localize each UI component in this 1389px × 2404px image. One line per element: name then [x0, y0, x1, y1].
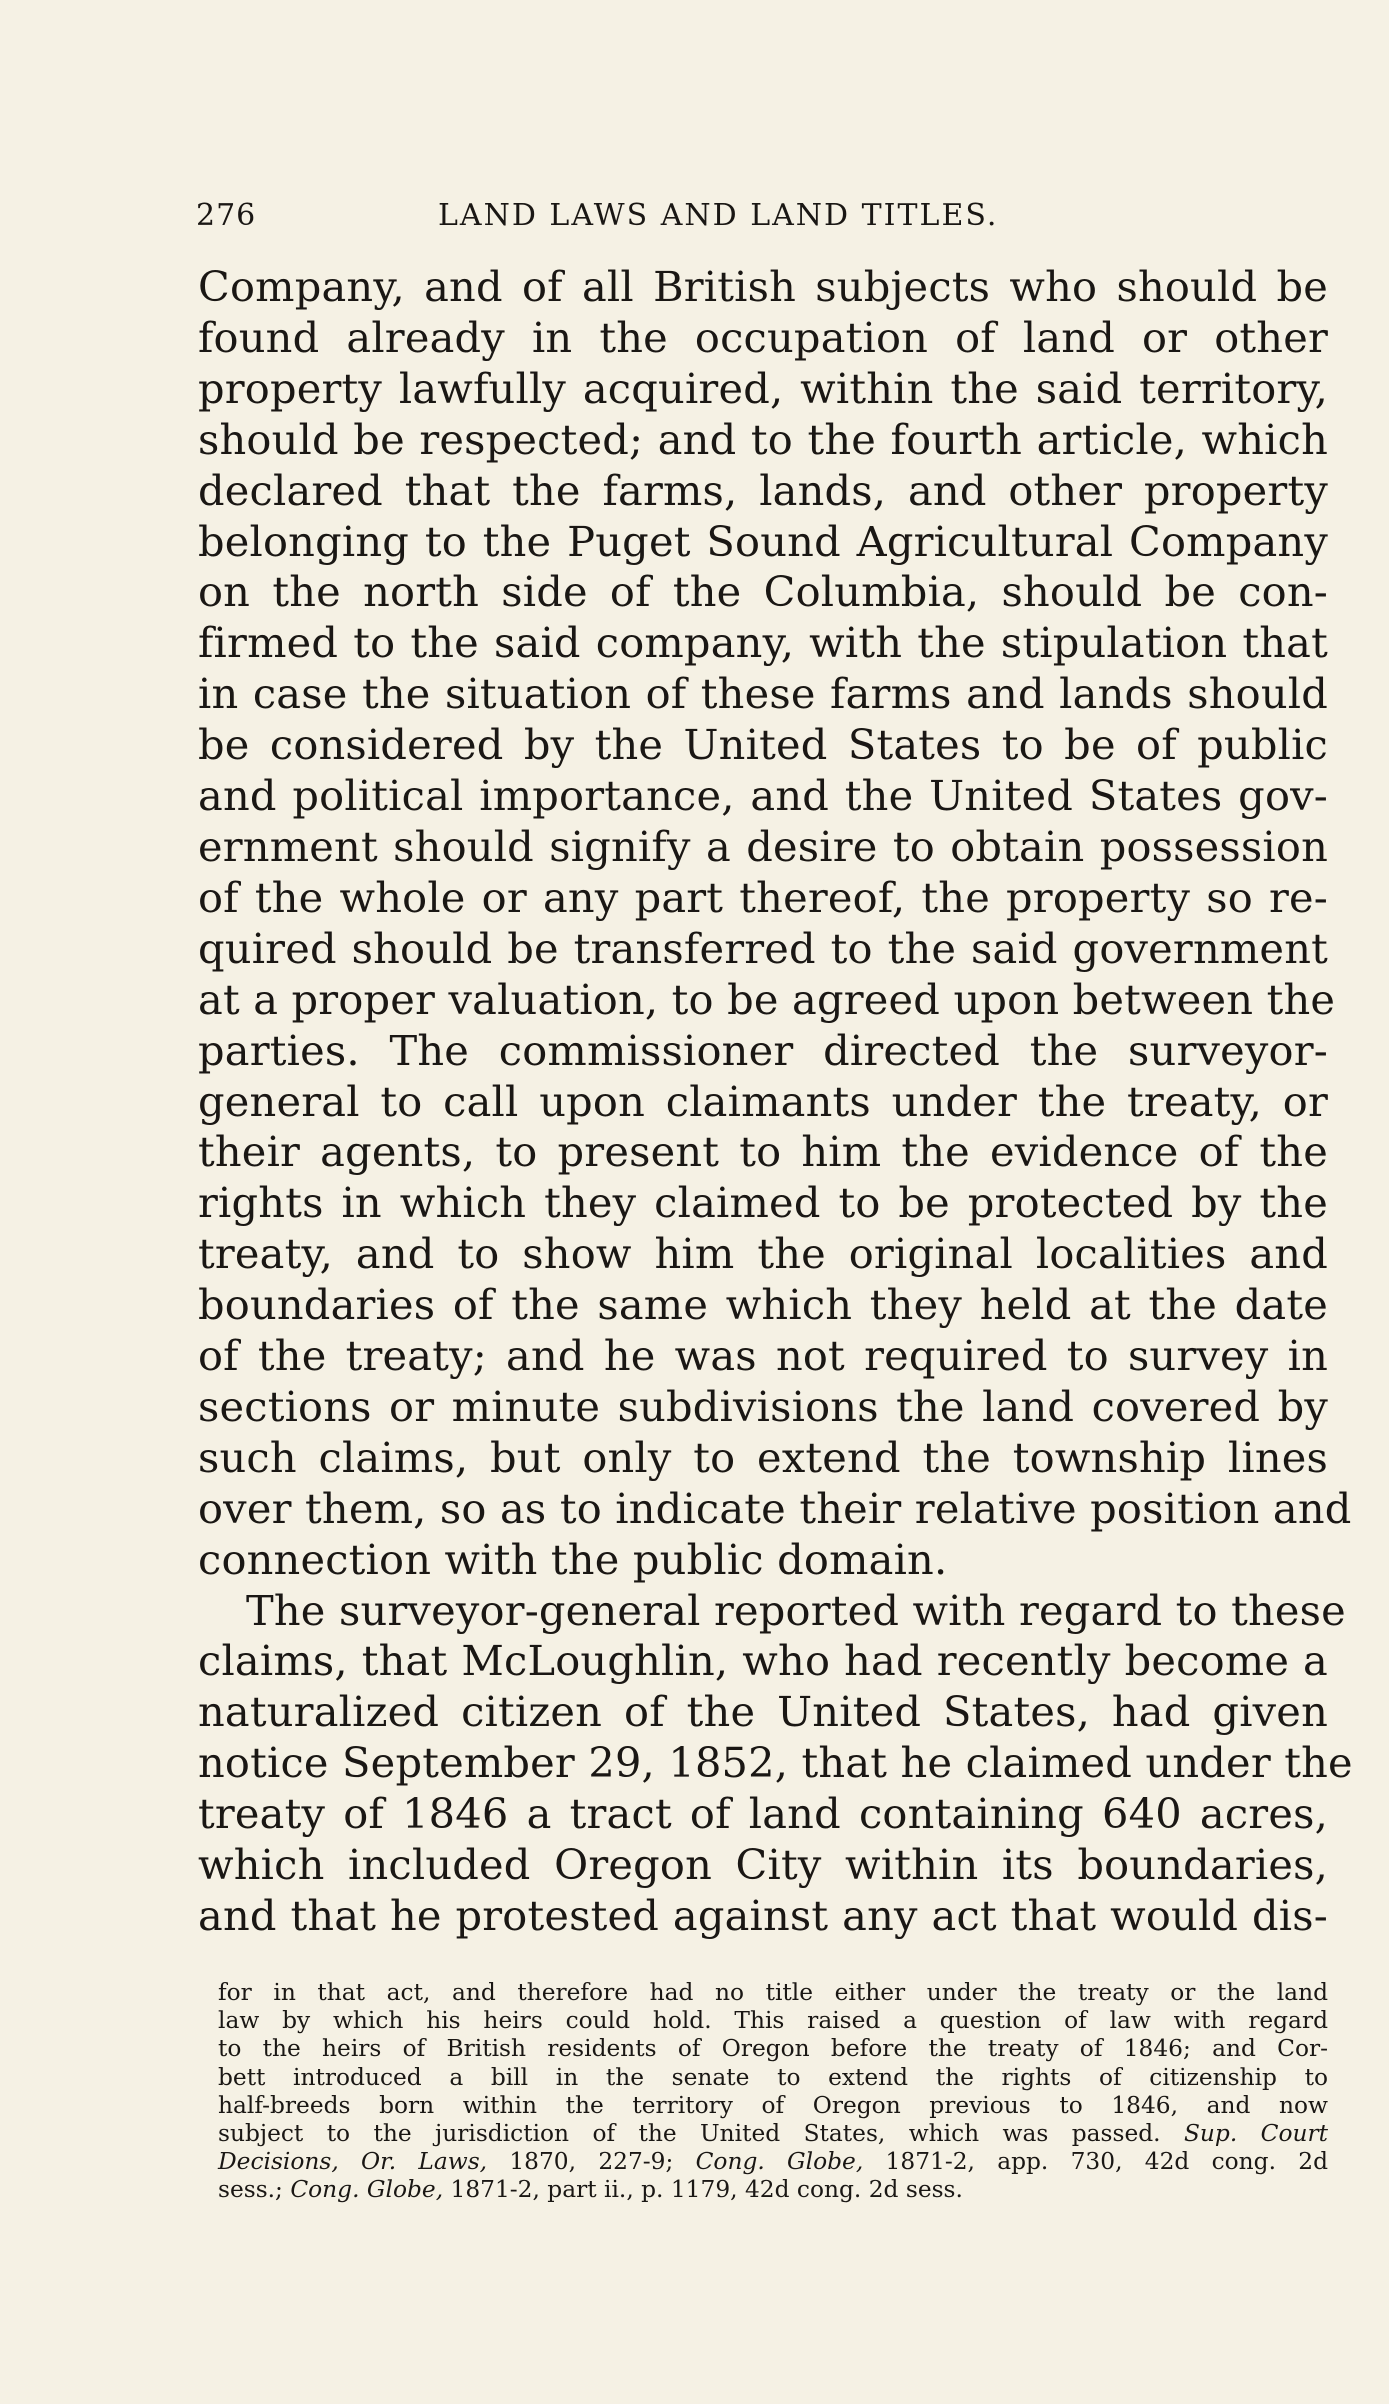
text-line: notice September 29, 1852, that he claimed under the [198, 1738, 1353, 1788]
footnote-citation: Decisions, Or. Laws, [218, 2148, 488, 2176]
text-line: belonging to the Puget Sound Agricultural Company [198, 516, 1328, 566]
text-line: The surveyor-general reported with regard to these [246, 1585, 1346, 1635]
text-line: at a proper valuation, to be agreed upon between the [198, 974, 1336, 1024]
text-line: sections or minute subdivisions the land covered by [198, 1381, 1328, 1431]
footnote-citation: Cong. Globe, [695, 2148, 864, 2176]
footnote-line [218, 2120, 1328, 2148]
text-line: of the treaty; and he was not required to survey in [198, 1331, 1328, 1381]
text-line: firmed to the said company, with the stipulation that [198, 618, 1328, 668]
text-line: be considered by the United States to be of public [198, 720, 1328, 770]
text-line: treaty, and to show him the original localities and [198, 1229, 1328, 1279]
text-line: found already in the occupation of land or other [198, 312, 1328, 362]
footnote-line: law by which his heirs could hold. This raised a question of law with regard [218, 2007, 1328, 2035]
footnote-citation: Cong. Globe, [290, 2176, 444, 2204]
footnote-text: subject to the jurisdiction of the United States, which was passed. [218, 2120, 1161, 2148]
text-line: on the north side of the Columbia, should be con- [198, 567, 1328, 617]
footnote-text: sess.; [218, 2176, 283, 2204]
text-line: of the whole or any part thereof, the property so re- [198, 872, 1328, 922]
text-line: their agents, to present to him the evidence of the [198, 1127, 1328, 1177]
footnote-citation: Sup. Court [1183, 2120, 1329, 2148]
text-line: and that he protested against any act that would dis- [198, 1891, 1328, 1940]
footnote-line: half-breeds born within the territory of Oregon previous to 1846, and now [218, 2091, 1328, 2119]
text-line: parties. The commissioner directed the surveyor- [198, 1025, 1328, 1075]
footnote-text: 1871-2, app. 730, 42d cong. 2d [885, 2148, 1328, 2176]
footnote-line: for in that act, and therefore had no title either under the treaty or the land [218, 1979, 1328, 2006]
footnote-line: bett introduced a bill in the senate to extend the rights of citizenship to [218, 2063, 1328, 2091]
text-line: over them, so as to indicate their relative position and [198, 1483, 1352, 1533]
footnote-line: to the heirs of British residents of Oregon before the treaty of 1846; and Cor- [218, 2035, 1328, 2063]
text-line: such claims, but only to extend the township lines [198, 1432, 1328, 1482]
text-line: property lawfully acquired, within the said territory, [198, 363, 1328, 413]
footnote-line [218, 2176, 1328, 2204]
text-line: quired should be transferred to the said government [198, 923, 1328, 973]
text-line: treaty of 1846 a tract of land containing 640 acres, [198, 1789, 1328, 1839]
text-line: rights in which they claimed to be protected by the [198, 1178, 1328, 1228]
text-line: which included Oregon City within its boundaries, [198, 1840, 1328, 1890]
text-line: boundaries of the same which they held at the date [198, 1280, 1328, 1330]
footnote-text: 1870, 227-9; [509, 2148, 674, 2176]
footnote-line [218, 2148, 1328, 2176]
text-line: declared that the farms, lands, and other property [198, 465, 1328, 515]
text-line: and political importance, and the United States gov- [198, 771, 1328, 821]
text-line: Company, and of all British subjects who should be [198, 262, 1328, 311]
running-head: LAND LAWS AND LAND TITLES. [438, 198, 999, 233]
text-line: ernment should signify a desire to obtain possession [198, 821, 1328, 871]
text-line: claims, that McLoughlin, who had recently become a [198, 1636, 1328, 1686]
page-number: 276 [196, 198, 257, 233]
text-line: connection with the public domain. [198, 1534, 948, 1584]
text-line: naturalized citizen of the United States, had given [198, 1687, 1328, 1737]
text-line: general to call upon claimants under the treaty, or [198, 1076, 1328, 1126]
footnote [218, 1979, 1328, 2205]
footnote-text: 1871-2, part ii., p. 1179, 42d cong. 2d sess. [450, 2176, 963, 2204]
text-line: in case the situation of these farms and lands should [198, 669, 1328, 719]
text-line: should be respected; and to the fourth article, which [198, 414, 1328, 464]
body-text [198, 262, 1353, 1942]
